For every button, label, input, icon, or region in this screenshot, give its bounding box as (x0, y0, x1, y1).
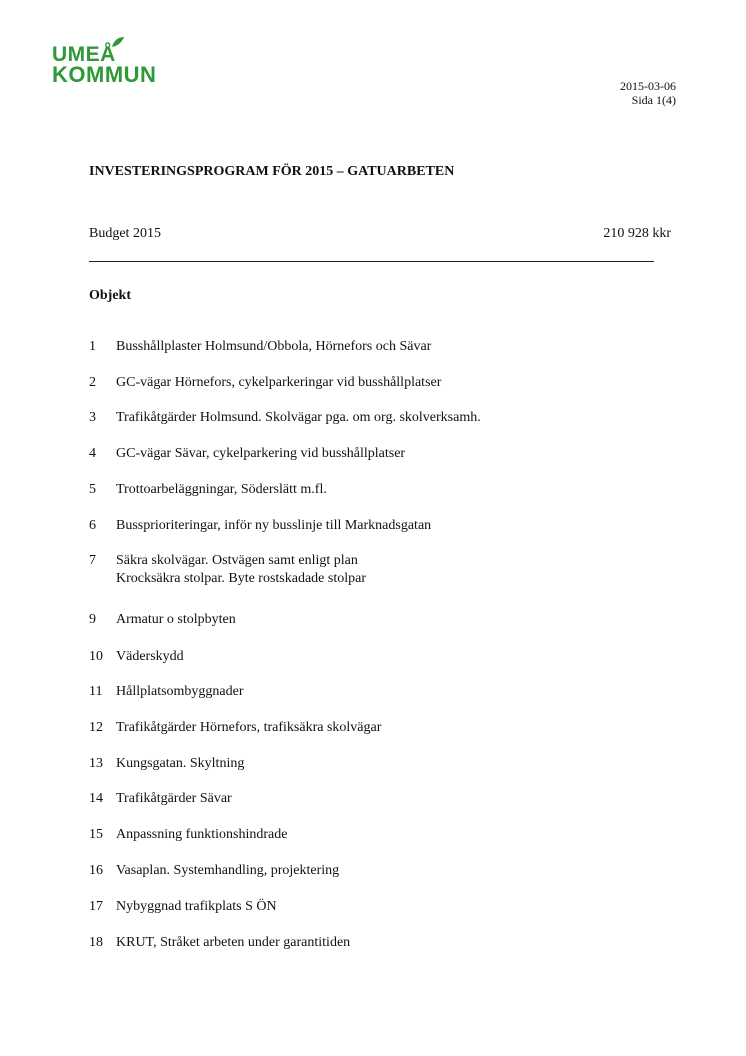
item-text (116, 683, 244, 701)
item-number: 5 (89, 482, 96, 497)
item-text-line: Trottoarbeläggningar, Söderslätt m.fl. (116, 482, 327, 497)
list-item (89, 517, 431, 535)
section-heading: Objekt (89, 288, 131, 303)
item-text-line: Hållplatsombyggnader (116, 684, 244, 699)
item-text-line: Trafikåtgärder Hörnefors, trafiksäkra skolvägar (116, 720, 382, 735)
item-text-line: Säkra skolvägar. Ostvägen samt enligt plan (116, 553, 358, 568)
item-text-line: Armatur o stolpbyten (116, 612, 236, 627)
list-item (89, 445, 405, 463)
item-text-line: KRUT, Stråket arbeten under garantitiden (116, 935, 351, 950)
item-text-line: GC-vägar Sävar, cykelparkering vid busshållplatser (116, 446, 406, 461)
page-number: Sida 1(4) (631, 93, 676, 107)
item-number: 12 (89, 720, 103, 735)
item-number: 6 (89, 518, 96, 533)
list-item (89, 374, 441, 392)
item-text (116, 552, 366, 588)
item-number: 7 (89, 553, 96, 568)
item-text-line: Bussprioriteringar, inför ny busslinje till Marknadsgatan (116, 518, 432, 533)
logo-line2: KOMMUN (52, 62, 157, 87)
item-text-line: Kungsgatan. Skyltning (116, 756, 245, 771)
item-number: 10 (89, 649, 103, 664)
list-item (89, 934, 350, 952)
list-item (89, 338, 431, 356)
item-text (116, 898, 277, 916)
item-number: 3 (89, 410, 96, 425)
list-item (89, 481, 327, 499)
item-text (116, 338, 431, 356)
item-text-line: Väderskydd (116, 649, 184, 664)
item-text (116, 409, 481, 427)
document-title: INVESTERINGSPROGRAM FÖR 2015 – GATUARBETEN (89, 164, 455, 179)
item-number: 15 (89, 827, 103, 842)
item-text (116, 445, 405, 463)
item-text (116, 719, 381, 737)
list-item (89, 862, 339, 880)
item-number: 16 (89, 863, 103, 878)
item-text (116, 481, 327, 499)
item-number: 1 (89, 339, 96, 354)
item-text-line: Vasaplan. Systemhandling, projektering (116, 863, 340, 878)
list-item (89, 648, 184, 666)
item-text-line: Busshållplaster Holmsund/Obbola, Hörnefors och Sävar (116, 339, 432, 354)
list-item (89, 898, 277, 916)
budget-value: 210 928 kkr (603, 226, 671, 241)
item-text-line: Trafikåtgärder Holmsund. Skolvägar pga. om org. skolverksamh. (116, 410, 481, 425)
item-number: 9 (89, 612, 96, 627)
item-number: 13 (89, 756, 103, 771)
item-text (116, 374, 441, 392)
item-text-line: Trafikåtgärder Sävar (116, 791, 232, 806)
umea-kommun-logo (52, 38, 192, 94)
item-number: 14 (89, 791, 103, 806)
document-date: 2015-03-06 (620, 79, 676, 93)
item-text (116, 826, 287, 844)
list-item (89, 683, 244, 701)
item-text-line: Nybyggnad trafikplats S ÖN (116, 899, 277, 914)
item-text (116, 648, 184, 666)
item-text (116, 755, 244, 773)
list-item (89, 755, 244, 773)
item-number: 11 (89, 684, 103, 699)
item-text (116, 790, 232, 808)
item-text-line: Krocksäkra stolpar. Byte rostskadade stolpar (116, 571, 366, 586)
list-item (89, 552, 366, 588)
item-text (116, 611, 236, 629)
document-meta (620, 79, 676, 107)
item-text-line: Anpassning funktionshindrade (116, 827, 288, 842)
list-item (89, 719, 381, 737)
logo-line1: UMEÅ (52, 43, 116, 66)
item-text (116, 517, 431, 535)
item-text (116, 862, 339, 880)
item-number: 18 (89, 935, 103, 950)
divider-rule (89, 261, 654, 262)
item-number: 4 (89, 446, 96, 461)
item-number: 2 (89, 375, 96, 390)
item-number: 17 (89, 899, 103, 914)
list-item (89, 611, 236, 629)
list-item (89, 409, 481, 427)
item-text (116, 934, 350, 952)
item-text-line: GC-vägar Hörnefors, cykelparkeringar vid busshållplatser (116, 375, 442, 390)
list-item (89, 790, 232, 808)
budget-label: Budget 2015 (89, 226, 161, 241)
list-item (89, 826, 287, 844)
